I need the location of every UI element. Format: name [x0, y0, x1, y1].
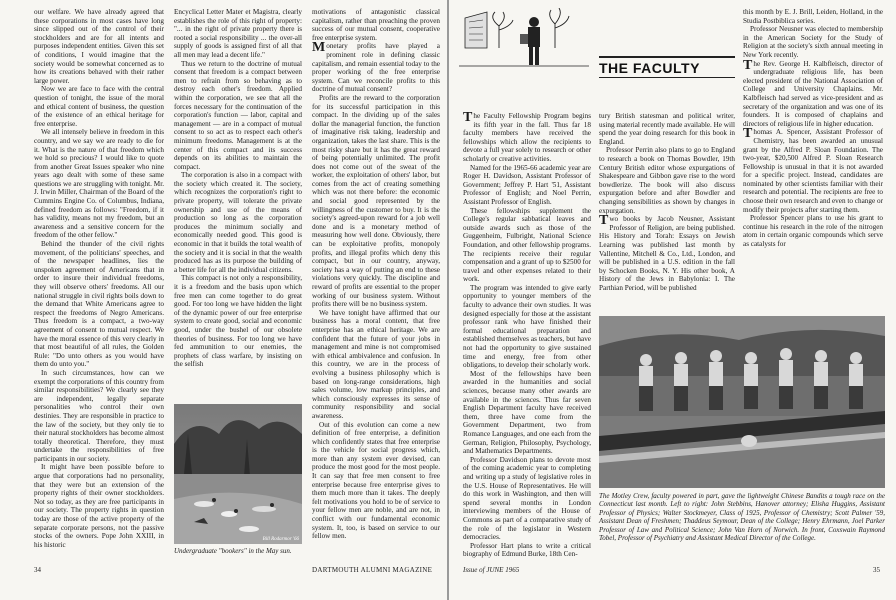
paragraph: Most of the fellowships have been awarded in the humanities and social sciences, because many other awards are available in the sciences. Thus far seven English Department faculty have received them, three have come from the Government Department, two from Romance Languages, and one each from the German, Religion, Philosophy, Psychology, and Mathematics Departments. [463, 369, 591, 456]
paragraph: Out of this evolution can come a new definition of free enterprise, a definition which confidently states that free enterprise is the vehicle for social progress which, more than any system ever devised, can produce the most good for the most people. It can say that free men consent to free enterprise because free enterprise gives to them much more than it takes. The deeply felt motivations you hold to be of service to your fellow men are noble, and are not, in conflict with our fundamental economic system. It, too, is based on service to our fellow men. [312, 420, 440, 541]
magazine-name: DARTMOUTH ALUMNI MAGAZINE [312, 566, 433, 574]
paragraph: We all intensely believe in freedom in this country, and we say we are ready to die for it. What is the nature of that freedom which we hold so precious? I would like to quote from another Great Issues speaker who nine years ago dealt with some of these same questions we are struggling with tonight. Mr. J. Irwin Miller, Chairman of the Board of the Cummins Engine Co. of Columbus, Indiana, defined freedom as follows: "Freedom, if it has validity, means not my freedom, but an awareness and a sensitive concern for the freedom of the other fellow." [34, 128, 164, 240]
paragraph: The Faculty Fellowship Program begins its fifth year in the fall. Thus far 18 faculty members have received the fellowships which allow the recipients to devote a full year solely to research or other scholarly or creative activities. [463, 110, 591, 163]
paragraph: Encyclical Letter Mater et Magistra, clearly establishes the role of this right of property: "... in the right of private property there is rooted a social responsibility ... the over-all supply of goods is assigned first of all that all men may lead a decent life." [174, 8, 302, 59]
paragraph: We have tonight have affirmed that our business has a moral content, that free enterprise has an ethical heritage. We are confident that the future of your jobs in management and mine is not compromised with ethical ambivalence and confusion. In this country, we are in the process of evolving a business philosophy which is based on long-range considerations, high sales volume, low markup principles, and which consciously expresses its sense of community responsibility and social awareness. [312, 308, 440, 420]
motley-crew-photo [599, 316, 885, 488]
left-column-3 [312, 8, 440, 541]
paragraph: Named for the 1965-66 academic year are Roger H. Davidson, Assistant Professor of Government; Jeffrey P. Hart '51, Assistant Professor of English; and Noel Perrin, Assistant Professor of English. [463, 163, 591, 206]
left-column-1 [34, 8, 164, 549]
paragraph: The Rev. George H. Kalbfleisch, director of undergraduate religious life, has been elected president of the National Association of College and University Chaplains. Mr. Kalbfleisch had served as vice-president and as secretary of the organization and was one of its founders. It is composed of chaplains and directors of religious life in higher education. [743, 57, 883, 128]
paragraph: Professor Neusner was elected to membership in the American Society for the Study of Religion at the society's sixth annual meeting in New York recently. [743, 25, 883, 59]
title-rule [599, 56, 735, 58]
left-page [0, 0, 447, 600]
paragraph: It might have been possible before to argue that corporations had no personality, that they were but an extension of the property rights of their owner stockholders. Not so today, as they are free participants in our society. The property rights in question today are those of the active property of the separate corporate persons, not the passive stocks of the owners. Pope John XXIII, in his historic [34, 463, 164, 549]
paragraph: Profits are the reward to the corporation for its successful participation in this compact. In the dividing up of the sales dollar the managerial function, the function of imaginative risk taking, leadership and organization, takes the last share. This is the most risky share but it has the great reward of being potentially unlimited. The profit does not come out of the sweat of the worker, the exploitation of others' labor, but comes from the act of creating something which was not there before: the economic and social good represented by the willingness of the customer to buy. It is the society's agreed-upon reward for a job well done and is a monetary method of measuring how well done. Obviously, there can be exploitative profits, monopoly profits, and illegal profits which deny this compact, but in our country, anyway, society has a way of putting an end to these violations very quickly. The discipline and reward of profits are essential to the proper working of our business system. Without profits there will be no business system. [312, 93, 440, 309]
paragraph: Thomas A. Spencer, Assistant Professor of Chemistry, has been awarded an unusual grant by the Alfred P. Sloan Foundation. The two-year, $20,500 Alfred P. Sloan Research Fellowship is unusual in that it is not awarded for a specific project. Instead, candidates are nominated by other scientists familiar with their research and potential. The recipients are free to choose their own research and even to change or modify their projects after starting them. [743, 126, 883, 214]
paragraph: Thus we return to the doctrine of mutual consent that freedom is a compact between men to refrain from so behaving as to destroy each other's freedom. Applied within the corporation, we see that all the forces necessary for the continuation of the corporation's function — labor, capital and management — are in a compact of mutual consent to so act as to respect each other's minimum freedoms. Management is at the center of this compact and its success depends on its abilities to maintain the compact. [174, 59, 302, 171]
lawn-photo-image [174, 404, 302, 544]
paragraph: Professor Spencer plans to use his grant to continue his research in the role of the nitrogen atom in certain organic compounds which serve as catalysts for [743, 214, 883, 249]
paragraph: this month by E. J. Brill, Leiden, Holland, in the Studia Postbiblica series. [743, 8, 883, 25]
right-column-1 [463, 112, 591, 559]
paragraph: The program was intended to give early opportunity to younger members of the faculty to advance their own studies. It was designed especially for those at the assistant professor rank who have finished their formal educational preparation and established themselves as teachers, but have not had the opportunity to give sustained time and energy, free from other obligations, to develop their scholarly work. [463, 283, 591, 370]
lawn-photo-caption: Undergraduate "bookers" in the May sun. [174, 547, 292, 555]
section-title: THE FACULTY [599, 60, 700, 76]
paragraph: Now we are face to face with the central question of tonight, the issue of the moral and ethical content of business, the question of the existence of an ethical heritage for free enterprise. [34, 85, 164, 128]
left-page-number: 34 [34, 566, 41, 574]
paragraph: The corporation is also in a compact with the society which created it. The society, which recognizes the corporation's right to private property, will tolerate the private ownership and use of the means of production so long as the corporation produces the minimum socially and economically needed good. This good is economic in that it builds the total wealth of the society and it is social in that the wealth produced has as its purpose the building of a better life for all the individual citizens. [174, 171, 302, 274]
right-column-3 [743, 8, 883, 249]
campus-sketch-image [459, 8, 589, 70]
paragraph: tury British statesman and political writer, using material recently made available. He will spend the year doing research for this book in England. [599, 112, 735, 146]
paragraph: Professor Perrin also plans to go to England to research a book on Thomas Bowdler, 19th Century British editor whose expurgations of Shakespeare and Gibbon gave rise to the word bowdlerize. The book will also discuss expurgation before and after Bowdler and changing sensibilities as shown by changes in expurgation. [599, 146, 735, 215]
right-page [449, 0, 896, 600]
paragraph: our welfare. We have already agreed that these corporations in most cases have long since slipped out of the control of their stockholders and are for all intents and purposes independent entities. Given this set of conditions, I would imagine that the society would be somewhat concerned as to how its creations behaved with their rather large power. [34, 8, 164, 85]
right-page-number: 35 [873, 566, 880, 574]
right-column-2 [599, 112, 735, 292]
paragraph: This compact is not only a responsibility, it is a freedom and the basis upon which free men can come together to do great good. For too long we have hidden the light of the dynamic power of our free enterprise system to create good, social and economic good, under the bushel of our obsolete theories of business. For too long we have fed ammunition to our enemies, the prophets of class warfare, by insisting on the selfish [174, 274, 302, 369]
paragraph: Two books by Jacob Neusner, Assistant Professor of Religion, are being published. His History and Torah: Essays on Jewish Learning was published last month by Vallentine, Mitchell & Co., Ltd., London, and will be published in a U.S. edition in the fall by Schocken Books, N. Y. His other book, A History of the Jews in Babylonia: I. The Parthian Period, will be published [599, 213, 735, 292]
left-column-2 [174, 8, 302, 369]
photo-credit: Bill Rodarmor '66 [262, 537, 299, 542]
paragraph: Professor Davidson plans to devote most of the coming academic year to completing and writing up a study of legislative roles in the U.S. House of Representatives. He will do this work in Washington, and then will spend several months in London interviewing members of the House of Commons as part of a comparative study of the role of the legislator in Western democracies. [463, 455, 591, 542]
motley-crew-caption: The Motley Crew, faculty powered in part, gave the lightweight Chinese Bandits a tough race on the Connecticut last month. Left to right: John Stebbins, Hanover attorney; Elisha Huggins, Assistant Professor of Physics; Walter Stockmeyer, Class of 1925, Professor of Chemistry; Scott Palmer '59, Assistant Dean of Freshmen; Thaddeus Seymour, Dean of the College; Henry Ehrmann, Joel Parker Professor of Law and Political Science; John Van Horn of Norwich. In front, Coxswain Raymond Tobel, Professor of Psychiatry and Assistant Medical Director of the College. [599, 492, 885, 543]
undergraduate-lawn-photo [174, 404, 302, 544]
faculty-header-illustration [459, 8, 589, 70]
paragraph: Behind the thunder of the civil rights movement, of the politicians' speeches, and of the newspaper headlines, lies the unspoken agreement of Americans that in order to insure their individual freedoms, they will observe others' freedoms. All our national struggle in civil rights boils down to the demand that White Americans agree to respect the freedoms of Negro Americans. Thus freedom is a compact, a two-way agreement of consent to mutual respect. We have the moral essence of this very clearly in that most beautiful of all rules, the Golden Rule: "Do unto others as you would have them do unto you." [34, 240, 164, 369]
rowing-crew-image [599, 316, 885, 488]
paragraph: motivations of antagonistic classical capitalism, rather than preaching the proven success of our mutual consent, cooperative free enterprise system. [312, 8, 440, 42]
paragraph: Professor Hart plans to write a critical biography of Edmund Burke, 18th Cen- [463, 541, 591, 559]
paragraph: In such circumstances, how can we exempt the corporations of this country from similar responsibilities? We clearly see they are independent, legally separate personalities who control their own destinies. They are responsible in practice to the law of the society, but they only tie to their natural stockholders has become almost totally theoretical. Therefore, they must undertake the responsibilities of free participants in our society. [34, 368, 164, 463]
paragraph: Monetary profits have played a prominent role in defining classic capitalism, and remain essential today to the proper working of the free enterprise system. Can we reconcile profits to this doctrine of mutual consent? [312, 40, 440, 94]
issue-date: Issue of JUNE 1965 [463, 566, 520, 574]
title-underline [599, 77, 735, 78]
paragraph: These fellowships supplement the College's regular sabbatical leaves and outside awards such as those of the Guggenheim, Fulbright, National Science Foundation, and other fellowship programs. The recipients receive their regular compensation and a grant of up to $2500 for travel and other expenses related to their work. [463, 206, 591, 284]
